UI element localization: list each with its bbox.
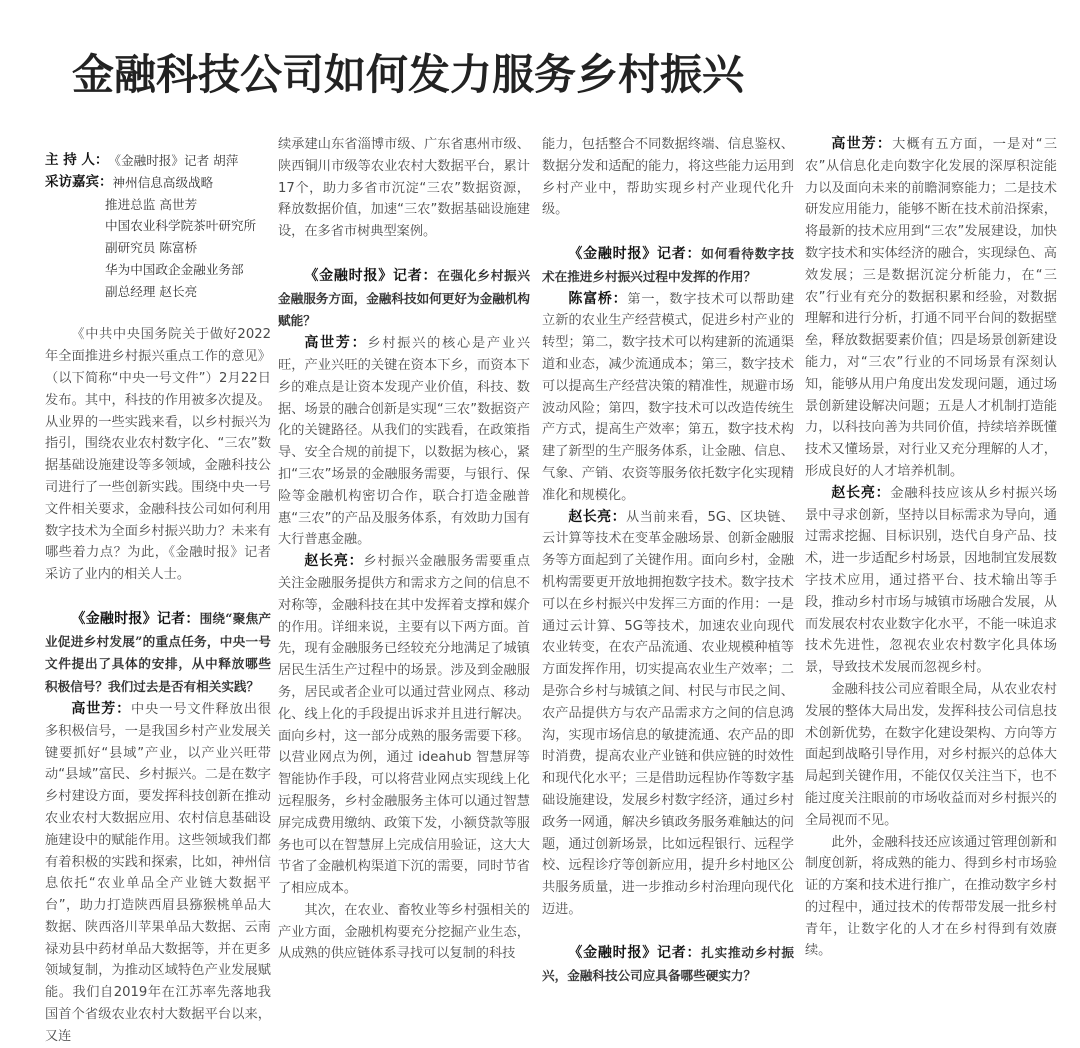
guest-line: 华为中国政企金融业务部: [105, 261, 244, 277]
answer-gao-4: [805, 134, 1057, 483]
question-3: [542, 243, 794, 289]
question-text: 围绕“聚焦产业促进乡村发展”的重点任务，中央一号文件提出了具体的安排，从中释放哪些积极信号？我们过去是否有相关实践？: [45, 610, 272, 695]
answer-text: 中央一号文件释放出很多积极信号，一是我国乡村产业发展关键要抓好“县域”产业，以产业兴旺带动“县域”富民、乡村振兴。二是在数字乡村建设方面，要发挥科技创新在推动农业农村大数据应用、农村信息基础设施建设中的赋能作用。这些领域我们都有着积极的实践和探索，比如，神州信息依托“农业单品全产业链大数据平台”，助力打造陕西眉县猕猴桃单品大数据、陕西洛川苹果单品大数据、云南禄劝县中药材单品大数据等，并在更多领域复制，为推动区域特色产业发展赋能。我们自2019年在江苏率先落地我国首个省级农业农村大数据平台以来，又连: [45, 701, 272, 1044]
host-block: [45, 150, 271, 303]
answer-continuation: 能力，包括整合不同数据终端、信息鉴权、数据分发和适配的能力，将这些能力运用到乡村产业中，帮助实现乡村产业现代化升级。: [542, 137, 794, 218]
answer-text: 金融科技应该从乡村振兴场景中寻求创新，坚持以目标需求为导向，通过需求挖掘、目标识别，迭代自身产品、技术，进一步适配乡村场景，因地制宜发展数字技术应用，通过搭平台、技术输出等手段，推动乡村市场与城镇市场融合发展，从而发展农村农业数字化水平，不能一味追求技术先进性，忽视农业农村数字化具体场景，导致技术发展而忽视乡村。: [805, 485, 1058, 676]
answer-zhao-4: [805, 483, 1057, 679]
answer-paragraph: 金融科技公司应着眼全局，从农业农村发展的整体大局出发，发挥科技公司信息技术创新优势，在数字化建设架构、方向等方面起到战略引导作用，对乡村振兴的总体大局起到关键作用，不能仅仅关注当下，也不能过度关注眼前的市场收益而对乡村振兴的全局视而不见。: [805, 681, 1057, 828]
speaker-zhao: 赵长亮：: [568, 508, 626, 525]
host-label: 主 持 人：: [45, 152, 109, 168]
answer-text: 乡村振兴的核心是产业兴旺，产业兴旺的关键在资本下乡，而资本下乡的难点是让资本发现产业价值，科技、数据、场景的融合创新是实现“三农”数据资产化的关键路径。从我们的实践看，在政策指导、安全合规的前提下，以数据为核心，紧扣“三农”场景的金融服务需要，与银行、保险等金融机构密切合作，联合打造金融普惠“三农”的产品及服务体系，有效助力国有大行普惠金融。: [278, 336, 531, 548]
answer-text: 乡村振兴金融服务需要重点关注金融服务提供方和需求方之间的信息不对称等，金融科技在其中发挥着支撑和媒介的作用。详细来说，主要有以下两方面。首先，现有金融服务已经较充分地满足了城镇居民生活生产过程中的场景。涉及到金融服务，居民或者企业可以通过营业网点、移动化、线上化的手段提出诉求并且进行解决。面向乡村，这一部分成熟的服务需要下移。以营业网点为例，通过 ideahub 智慧屏等智能协作手段，可以将营业网点实现线上化远程服务，乡村金融服务主体可以通过智慧屏完成费用缴纳、政策下发，小额贷款等服务也可以在智慧屏上完成信用验证，这大大节省了金融机构渠道下沉的需要，同时节省了相应成本。: [278, 554, 531, 897]
question-text: 在强化乡村振兴金融服务方面，金融科技如何更好为金融机构赋能？: [278, 267, 531, 329]
answer-continuation: 续承建山东省淄博市级、广东省惠州市级、陕西铜川市级等农业农村大数据平台，累计17个，助力多省市沉淀“三农”数据资源，释放数据价值，加速“三农”数据基础设施建设，在多省市树典型案例。: [278, 137, 530, 240]
answer-chen-3: [542, 289, 794, 507]
column-4: [805, 134, 1057, 962]
article-title: 金融科技公司如何发力服务乡村振兴: [72, 50, 745, 99]
answer-paragraph: 其次，在农业、畜牧业等乡村强相关的产业方面，金融机构要充分挖掘产业生态，从成熟的供应链体系寻找可以复制的科技: [278, 902, 530, 962]
question-2: [278, 265, 530, 333]
guest-line: 推进总监 高世芳: [105, 196, 198, 212]
guest-line: 中国农业科学院茶叶研究所: [105, 218, 257, 234]
question-text: 如何看待数字技术在推进乡村振兴过程中发挥的作用？: [542, 245, 795, 284]
answer-text: 从当前来看，5G、区块链、云计算等技术在变革金融场景、创新金融服务等方面起到了关键作用。面向乡村，金融机构需要更开放地拥抱数字技术。数字技术可以在乡村振兴中发挥三方面的作用：一是通过云计算、5G等技术，加速农业向现代农业转变，在农产品流通、农业规模种植等方面发挥作用，切实提高农业生产效率；二是弥合乡村与城镇之间、村民与市民之间、农产品提供方与农产品需求方之间的信息鸿沟，实现市场信息的敏捷流通、农产品的即时消费，提高农业产业链和供应链的时效性和现代化水平；三是借助远程协作等数字基础设施建设，发展乡村数字经济，通过乡村政务一网通，解决乡镇政务服务难触达的问题，通过创新场景，比如远程银行、远程学校、远程诊疗等创新应用，提升乡村地区公共服务质量，进一步推动乡村治理向现代化迈进。: [542, 509, 795, 917]
speaker-chen: 陈富桥：: [568, 290, 628, 307]
guest-line: 副研究员 陈富桥: [105, 240, 198, 256]
column-1: [45, 150, 271, 1048]
reporter-label: 《金融时报》记者：: [568, 945, 702, 962]
speaker-gao: 高世芳：: [831, 136, 893, 152]
reporter-label: 《金融时报》记者：: [568, 245, 702, 262]
guest-line: 神州信息高级战略: [112, 174, 214, 190]
speaker-gao: 高世芳：: [304, 335, 368, 352]
reporter-label: 《金融时报》记者：: [71, 610, 200, 627]
question-text: 扎实推动乡村振兴，金融科技公司应具备哪些硬实力？: [542, 945, 795, 984]
answer-gao-1: [45, 699, 271, 1048]
answer-paragraph: 此外，金融科技还应该通过管理创新和制度创新，将成熟的能力、得到乡村市场验证的方案和技术进行推广，在推动数字乡村的过程中，通过技术的传帮带发展一批乡村青年，让数字化的人才在乡村得到有效赓续。: [805, 834, 1057, 959]
answer-gao-2: [278, 333, 530, 551]
answer-zhao-3: [542, 507, 794, 921]
question-1: [45, 608, 271, 699]
column-3: [542, 134, 794, 988]
intro-paragraph: 《中共中央国务院关于做好2022年全面推进乡村振兴重点工作的意见》（以下简称“中央一号文件”）2月22日发布。其中，科技的作用被多次提及。从业界的一些实践来看，以乡村振兴为指引，围绕农业农村数字化、“三农”数据基础设施建设等多领域，金融科技公司进行了一些创新实践。围绕中央一号文件相关要求，金融科技公司如何利用数字技术为全面乡村振兴助力？未来有哪些着力点？为此，《金融时报》记者采访了业内的相关人士。: [45, 327, 271, 583]
answer-zhao-2: [278, 551, 530, 900]
column-2: [278, 134, 530, 965]
host-name: 《金融时报》记者 胡萍: [108, 153, 239, 168]
guest-line: 副总经理 赵长亮: [105, 283, 198, 299]
guests-label: 采访嘉宾：: [45, 173, 113, 190]
question-4: [542, 942, 794, 988]
reporter-label: 《金融时报》记者：: [304, 267, 438, 284]
speaker-zhao: 赵长亮：: [304, 553, 364, 570]
answer-text: 大概有五方面，一是对“三农”从信息化走向数字化发展的深厚积淀能力以及面向未来的前瞻洞察能力；二是技术研发应用能力，能够不断在技术前沿探索，将最新的技术应用到“三农”发展建设，加快数字技术和实体经济的融合，实现绿色、高效发展；三是数据沉淀分析能力，在“三农”行业有充分的数据积累和经验，对数据理解和进行分析，打通不同平台间的数据壁垒，释放数据要素价值；四是场景创新建设能力，对“三农”行业的不同场景有深刻认知，能够从用户角度出发发现问题，通过场景创新建设解决问题；五是人才机制打造能力，以科技向善为共同价值，持续培养既懂技术又懂场景，对行业又充分理解的人才，形成良好的人才培养机制。: [805, 137, 1058, 479]
speaker-gao: 高世芳：: [71, 700, 132, 717]
answer-text: 第一，数字技术可以帮助建立新的农业生产经营模式，促进乡村产业的转型；第二，数字技术可以构建新的流通渠道和业态，减少流通成本；第三，数字技术可以提高生产经营决策的精准性，规避市场波动风险；第四，数字技术可以改造传统生产方式，提高生产效率；第五，数字技术构建了新型的生产服务体系，让金融、信息、气象、产销、农资等服务依托数字化实现精准化和规模化。: [542, 291, 795, 503]
speaker-zhao: 赵长亮：: [831, 484, 891, 501]
